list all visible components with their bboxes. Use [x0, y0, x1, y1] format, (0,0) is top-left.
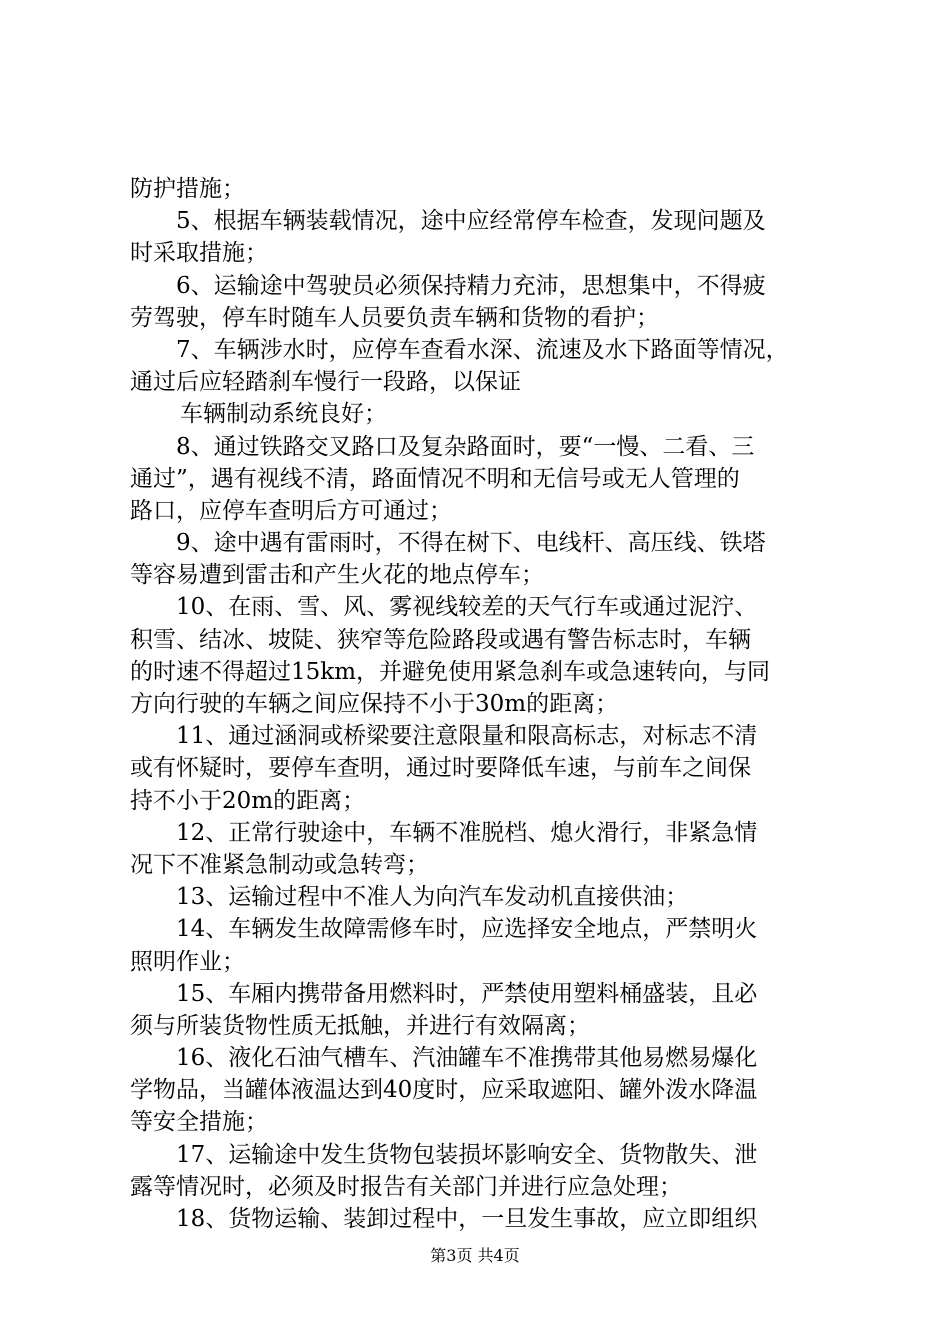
text-line: 持不小于20m的距离； — [130, 787, 366, 814]
text-line: 的时速不得超过15km，并避免使用紧急刹车或急速转向，与同 — [130, 658, 771, 685]
text-line: 5、根据车辆装载情况，途中应经常停车检查，发现问题及 — [176, 208, 766, 235]
text-line: 15、车厢内携带备用燃料时，严禁使用塑料桶盛装，且必 — [176, 980, 758, 1007]
text-line: 照明作业； — [130, 948, 245, 975]
text-line: 积雪、结冰、坡陡、狭窄等危险路段或遇有警告标志时，车辆 — [130, 626, 751, 653]
text-line: 17、运输途中发生货物包装损坏影响安全、货物散失、泄 — [176, 1141, 758, 1168]
text-line: 方向行驶的车辆之间应保持不小于30m的距离； — [130, 691, 619, 717]
page-footer: 第3页 共4页 — [430, 1246, 520, 1265]
text-line: 8、通过铁路交叉路口及复杂路面时，要“一慢、二看、三 — [176, 433, 755, 460]
text-line: 时采取措施； — [130, 240, 268, 267]
text-line: 14、车辆发生故障需修车时，应选择安全地点，严禁明火 — [176, 916, 758, 943]
text-line: 16、液化石油气槽车、汽油罐车不准携带其他易燃易爆化 — [176, 1045, 758, 1072]
text-line: 防护措施； — [130, 176, 245, 202]
text-line: 11、通过涵洞或桥梁要注意限量和限高标志，对标志不清 — [176, 723, 758, 750]
text-line: 9、途中遇有雷雨时，不得在树下、电线杆、高压线、铁塔 — [176, 530, 766, 557]
text-line: 露等情况时，必须及时报告有关部门并进行应急处理； — [130, 1173, 682, 1200]
text-line: 通过后应轻踏刹车慢行一段路，以保证 — [130, 369, 521, 396]
text-line: 7、车辆涉水时，应停车查看水深、流速及水下路面等情况， — [176, 336, 789, 363]
text-line: 学物品，当罐体液温达到40度时，应采取遮阳、罐外泼水降温 — [130, 1077, 758, 1104]
text-line: 等容易遭到雷击和产生火花的地点停车； — [130, 562, 544, 589]
text-line: 须与所装货物性质无抵触，并进行有效隔离； — [130, 1012, 590, 1039]
text-line: 通过”，遇有视线不清，路面情况不明和无信号或无人管理的 — [130, 465, 740, 492]
text-line: 13、运输过程中不准人为向汽车发动机直接供油； — [176, 884, 689, 911]
text-line: 12、正常行驶途中，车辆不准脱档、熄火滑行，非紧急情 — [176, 819, 758, 846]
text-line: 18、货物运输、装卸过程中，一旦发生事故，应立即组织 — [176, 1206, 758, 1232]
text-line: 或有怀疑时，要停车查明，通过时要降低车速，与前车之间保 — [130, 755, 751, 782]
text-line: 路口，应停车查明后方可通过； — [130, 497, 452, 524]
text-line: 6、运输途中驾驶员必须保持精力充沛，思想集中，不得疲 — [176, 272, 766, 299]
text-line: 10、在雨、雪、风、雾视线较差的天气行车或通过泥泞、 — [176, 594, 758, 621]
document-body — [130, 173, 836, 1235]
text-line: 车辆制动系统良好； — [180, 401, 387, 428]
text-line: 况下不准紧急制动或急转弯； — [130, 851, 429, 878]
text-line: 劳驾驶，停车时随车人员要负责车辆和货物的看护； — [130, 304, 659, 331]
text-line: 等安全措施； — [130, 1109, 268, 1136]
